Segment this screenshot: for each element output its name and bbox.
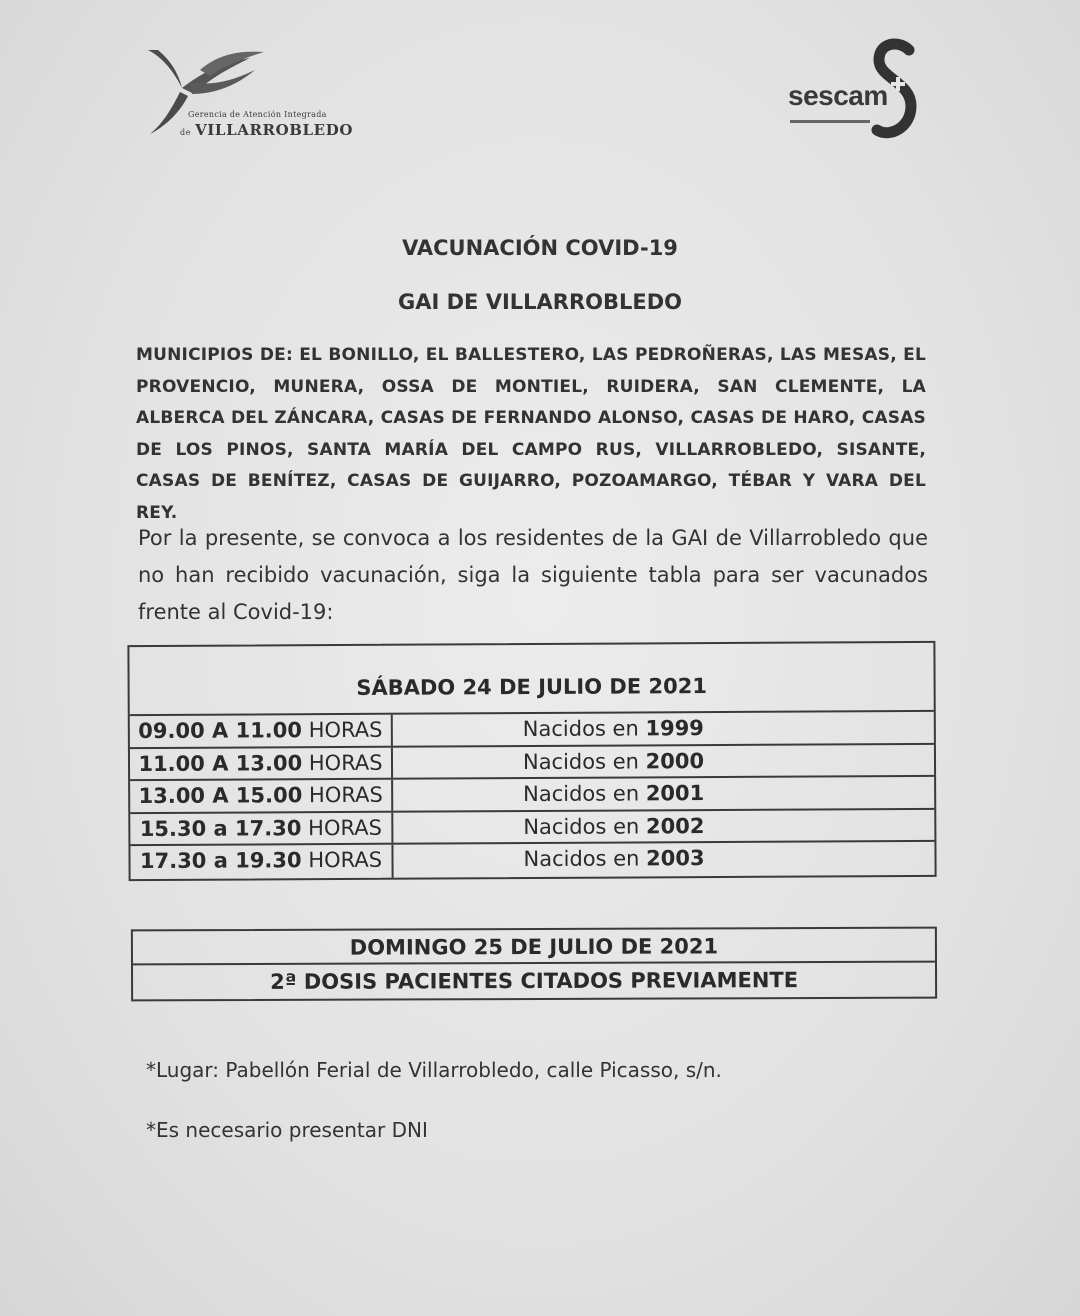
saturday-heading: SÁBADO 24 DE JULIO DE 2021 [356,674,707,700]
sunday-detail: 2ª DOSIS PACIENTES CITADOS PREVIAMENTE [270,968,799,994]
gai-logo-prefix: de [180,128,192,137]
page-title: VACUNACIÓN COVID-19 [402,236,678,260]
gai-villarrobledo-logo [140,42,380,152]
sescam-s-cross-icon [871,38,921,148]
dni-note: *Es necesario presentar DNI [146,1118,428,1142]
birth-year: 2003 [646,846,705,871]
born-label: Nacidos en [523,781,640,807]
born-label: Nacidos en [523,813,640,839]
page-subtitle: GAI DE VILLARROBLEDO [398,290,682,314]
table-row [130,809,934,846]
time-range: 11.00 A 13.00 [138,750,303,776]
gai-logo-name: VILLARROBLEDO [195,121,353,139]
time-range: 13.00 A 15.00 [138,783,303,809]
gai-logo-line1: Gerencia de Atención Integrada [188,110,327,119]
time-unit: HORAS [308,750,383,775]
born-label: Nacidos en [522,748,639,774]
born-label: Nacidos en [522,716,639,742]
born-label: Nacidos en [523,846,640,872]
sescam-logo [785,38,930,148]
sescam-wordmark: sescam [788,80,888,111]
table-row [130,777,934,814]
time-unit: HORAS [308,717,383,743]
table-row [130,712,934,749]
sunday-heading: DOMINGO 25 DE JULIO DE 2021 [133,929,935,966]
location-note: *Lugar: Pabellón Ferial de Villarrobledo, calle Picasso, s/n. [146,1058,722,1082]
birth-year: 2000 [645,748,705,773]
table-row [130,842,934,879]
saturday-schedule-table [127,641,936,881]
time-range: 15.30 a 17.30 [139,815,302,841]
birth-year: 2002 [645,813,705,838]
time-unit: HORAS [308,782,383,808]
birth-year: 2001 [645,781,705,806]
municipios-list: MUNICIPIOS DE: EL BONILLO, EL BALLESTERO, LAS PEDROÑERAS, LAS MESAS, EL PROVENCIO, MUNERA, OSSA DE MONTIEL, RUIDERA, SAN CLEMENTE, LA ALBERCA DEL ZÁNCARA, CASAS DE FERNANDO ALONSO, CASAS DE HARO, CASAS DE LOS PINOS, SANTA MARÍA DEL CAMPO RUS, VILLARROBLEDO, SISANTE, CASAS DE BENÍTEZ, CASAS DE GUIJARRO, POZOAMARGO, TÉBAR Y VARA DEL REY. [136,345,926,523]
sescam-tagline-bar [790,120,870,123]
intro-paragraph: Por la presente, se convoca a los residentes de la GAI de Villarrobledo que no han recibido vacunación, siga la siguiente tabla para ser vacunados frente al Covid-19: [138,526,928,624]
time-range: 09.00 A 11.00 [138,718,303,744]
time-unit: HORAS [308,815,382,840]
time-range: 17.30 a 19.30 [139,848,302,874]
birth-year: 1999 [645,716,704,741]
time-unit: HORAS [308,847,383,873]
sunday-schedule-table [131,927,937,1002]
table-row [130,744,934,781]
